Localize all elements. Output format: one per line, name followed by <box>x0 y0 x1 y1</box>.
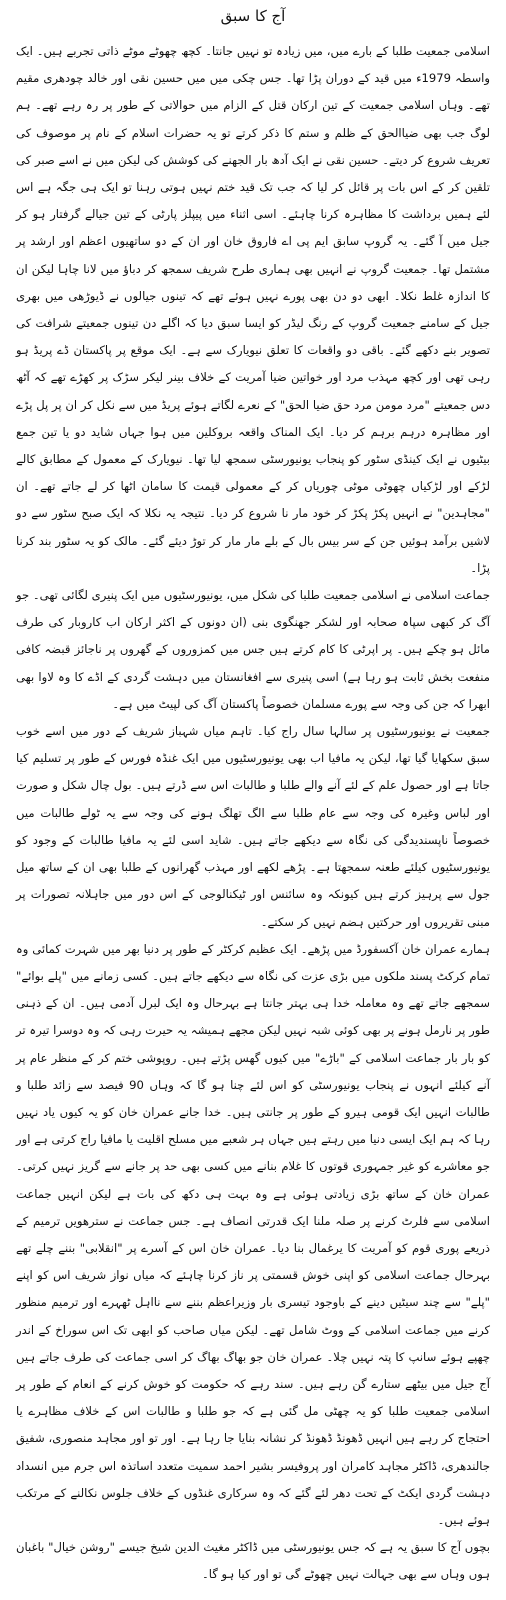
article-title: آج کا سبق <box>220 7 286 25</box>
article-paragraph-3: جمعیت نے یونیورسٹیوں پر سالہا سال راج کیا۔ تاہم میاں شہباز شریف کے دور میں اسے خوب سبق سکھایا گیا تھا، لیکن یہ مافیا اب بھی یونیورسٹیوں میں ایک غنڈہ فورس کے طور پر تسلیم کیا جاتا ہے اور حصول علم کے لئے آنے والے طلبا و طالبات اس سے ڈرتے ہیں۔ بول چال شکل و صورت اور لباس وغیرہ کی وجہ سے عام طلبا سے الگ تھلگ ہونے کی وجہ سے یہ ٹولے طالبات میں خصوصاً ناپسندیدگی کی نگاہ سے دیکھے جاتے ہیں۔ شاید اسی لئے یہ مافیا طالبات کے وجود کو یونیورسٹیوں کیلئے طعنہ سمجھتا ہے۔ پڑھے لکھے اور مہذب گھرانوں کے طلبا بھی ان کے ساتھ میل جول سے پرہیز کرتے ہیں کیونکہ وہ سائنس اور ٹیکنالوجی کے اس دور میں جاہلانہ تصورات پر مبنی تقریروں اور حرکتیں ہضم نہیں کر سکتے۔ <box>16 724 490 929</box>
article-body <box>16 38 490 1589</box>
article-paragraph-5: بچوں آج کا سبق یہ ہے کہ جس یونیورسٹی میں ڈاکٹر مغیث الدین شیخ جیسے "روشن خیال" باغبان ہوں وہاں سے بھی جہالت نہیں چھوٹے گی تو اور کیا ہو گا۔ <box>16 1540 490 1582</box>
article-paragraph-4: ہمارے عمران خان آکسفورڈ میں پڑھے۔ ایک عظیم کرکٹر کے طور پر دنیا بھر میں شہرت کمائی وہ تمام کرکٹ پسند ملکوں میں بڑی عزت کی نگاہ سے دیکھے جاتے ہیں۔ کسی زمانے میں "پلے بوائے" سمجھے جاتے تھے وہ معاملہ خدا ہی بہتر جانتا ہے بہرحال وہ ایک لبرل آدمی ہیں۔ ان کے ذہنی طور پر نارمل ہونے پر بھی کوئی شبہ نہیں لیکن مجھے ہمیشہ یہ حیرت رہی کہ وہ دوسرا تیرہ تر کو بار بار جماعت اسلامی کے "باڑے" میں کیوں گھس پڑتے ہیں۔ روپوشی ختم کر کے منظر عام پر آنے کیلئے انہوں نے پنجاب یونیورسٹی کو اس لئے چنا ہو گا کہ وہاں 90 فیصد سے زائد طلبا و طالبات انہیں ایک قومی ہیرو کے طور پر جانتی ہیں۔ خدا جانے عمران خان کو یہ کیوں یاد نہیں رہا کہ ہم ایک ایسی دنیا میں رہتے ہیں جہاں ہر شعبے میں مسلح اقلیت یا مافیا راج کرتی ہے اور جو معاشرے کو غیر جمہوری قوتوں کا غلام بنانے میں کسی بھی حد پر جانے سے گریز نہیں کرتی۔ عمران خان کے ساتھ بڑی زیادتی ہوئی ہے وہ بہت ہی دکھ کی بات ہے لیکن انہیں جماعت اسلامی سے فلرٹ کرنے پر صلہ ملنا ایک قدرتی انصاف ہے۔ جس جماعت نے سترھویں ترمیم کے ذریعے پوری قوم کو آمریت کا یرغمال بنا دیا۔ عمران خان اس کے آسرے پر "انقلابی" بننے چلے تھے بہرحال جماعت اسلامی کو اپنی خوش قسمتی پر ناز کرنا چاہئے کہ میاں نواز شریف اس کو اپنے "پلے" سے چند سیٹیں دینے کے باوجود تیسری بار وزیراعظم بننے سے نااہل ٹھہرے اور ترمیم منظور کرنے میں جماعت اسلامی کے ووٹ شامل تھے۔ لیکن میاں صاحب کو ابھی تک اس سوراخ کے اندر چھپے ہوئے سانپ کا پتہ نہیں چلا۔ عمران خان جو بھاگ بھاگ کر اسی جماعت کی طرف جاتے ہیں آج جیل میں بیٹھے ستارے گن رہے ہیں۔ سند رہے کہ حکومت کو خوش کرنے کے انعام کے طور پر اسلامی جمعیت طلبا کو یہ چھٹی مل گئی ہے کہ جو طلبا و طالبات اس کے خلاف مظاہرے یا احتجاج کر رہے ہیں انہیں ڈھونڈ ڈھونڈ کر نشانہ بنایا جا رہا ہے۔ اور تو اور مجاہد منصوری، شفیق جالندھری، ڈاکٹر مجاہد کامران اور پروفیسر بشیر احمد سمیت متعدد اساتذہ اس جرم میں انسداد دہشت گردی ایکٹ کے تحت دھر لئے گئے کہ وہ سرکاری غنڈوں کے خلاف جلوس نکالنے کے مرتکب ہوئے ہیں۔ <box>16 941 490 1527</box>
article-paragraph-2: جماعت اسلامی نے اسلامی جمعیت طلبا کی شکل میں، یونیورسٹیوں میں ایک پنیری لگائی تھی۔ جو آگ کر کبھی سپاہ صحابہ اور لشکر جھنگوی بنی (ان دونوں کے اکثر ارکان اب کاروبار کی طرف مائل ہو چکے ہیں۔ پر اپرٹی کا کام کرتے ہیں جس میں کمزوروں کے گھروں پر ناجائز قبضہ کافی منفعت بخش ثابت ہو رہا ہے) اسی پنیری سے افغانستان میں دہشت گردی کے اڈے کا وہ لاوا بھی ابھرا کہ جن کی وجہ سے پورے مسلمان خصوصاً پاکستان آگ کی لپیٹ میں ہے۔ <box>16 588 490 711</box>
article-paragraph-1: اسلامی جمعیت طلبا کے بارے میں، میں زیادہ تو نہیں جانتا۔ کچھ چھوٹے موٹے ذاتی تجربے ہیں۔ ایک واسطہ 1979ء میں قید کے دوران پڑا تھا۔ جس چکی میں میں حسین نقی اور خالد چودھری مقیم تھے۔ وہاں اسلامی جمعیت کے تین ارکان قتل کے الزام میں حوالاتی کے طور پر رہ رہے تھے۔ ہم لوگ جب بھی ضیاالحق کے ظلم و ستم کا ذکر کرتے تو یہ حضرات اسلام کے نام پر موصوف کی تعریف شروع کر دیتے۔ حسین نقی نے ایک آدھ بار الجھنے کی کوشش کی لیکن میں نے اسے صبر کی تلقین کر کے اس بات پر قائل کر لیا کہ جب تک قید ختم نہیں ہوتی رہنا تو ایک ہی جگہ ہے اس لئے ہمیں برداشت کا مظاہرہ کرنا چاہئے۔ اسی اثناء میں پیپلز پارٹی کے تین جیالے گرفتار ہو کر جیل میں آ گئے۔ یہ گروپ سابق ایم پی اے فاروق خان اور ان کے دو ساتھیوں اعظم اور ارشد پر مشتمل تھا۔ جمعیت گروپ نے انہیں بھی ہماری طرح شریف سمجھ کر دباؤ میں لانا چاہا لیکن ان کا اندازہ غلط نکلا۔ ابھی دو دن بھی پورے نہیں ہوئے تھے کہ تینوں جیالوں نے ڈیوڑھی میں بھری جیل کے سامنے جمعیت گروپ کے رنگ لیڈر کو ایسا سبق دیا کہ اگلے دن تینوں جمعیتے شرافت کی تصویر بنے دکھے گئے۔ باقی دو واقعات کا تعلق نیویارک سے ہے۔ ایک موقع پر پاکستان ڈے پریڈ ہو رہی تھی اور کچھ مہذب مرد اور خواتین ضیا آمریت کے خلاف بینر لیکر سڑک پر کھڑے تھے کہ آٹھ دس جمعیتے "مرد مومن مرد حق ضیا الحق" کے نعرے لگاتے ہوئے پریڈ میں سے نکل کر ان پر پل پڑے اور مظاہرہ درہم برہم کر دیا۔ ایک المناک واقعہ بروکلین میں ہوا جہاں شاید دو یا تین جمع بیٹیوں نے ایک کینڈی سٹور کو پنجاب یونیورسٹی سمجھ لیا تھا۔ نیویارک کے معمول کے مطابق کالے لڑکے اور لڑکیاں چھوٹی موٹی چوریاں کر کے معمولی قیمت کا سامان اٹھا کر لے جاتے تھے۔ ان "مجاہدین" نے انہیں پکڑ پکڑ کر خود مار نا شروع کر دیا۔ نتیجہ یہ نکلا کہ ایک صبح سٹور سے دو لاشیں برآمد ہوئیں جن کے سر بیس بال کے بلے مار مار کر توڑ دیئے گئے۔ مالک کو یہ سٹور بند کرنا پڑا۔ <box>16 44 490 575</box>
